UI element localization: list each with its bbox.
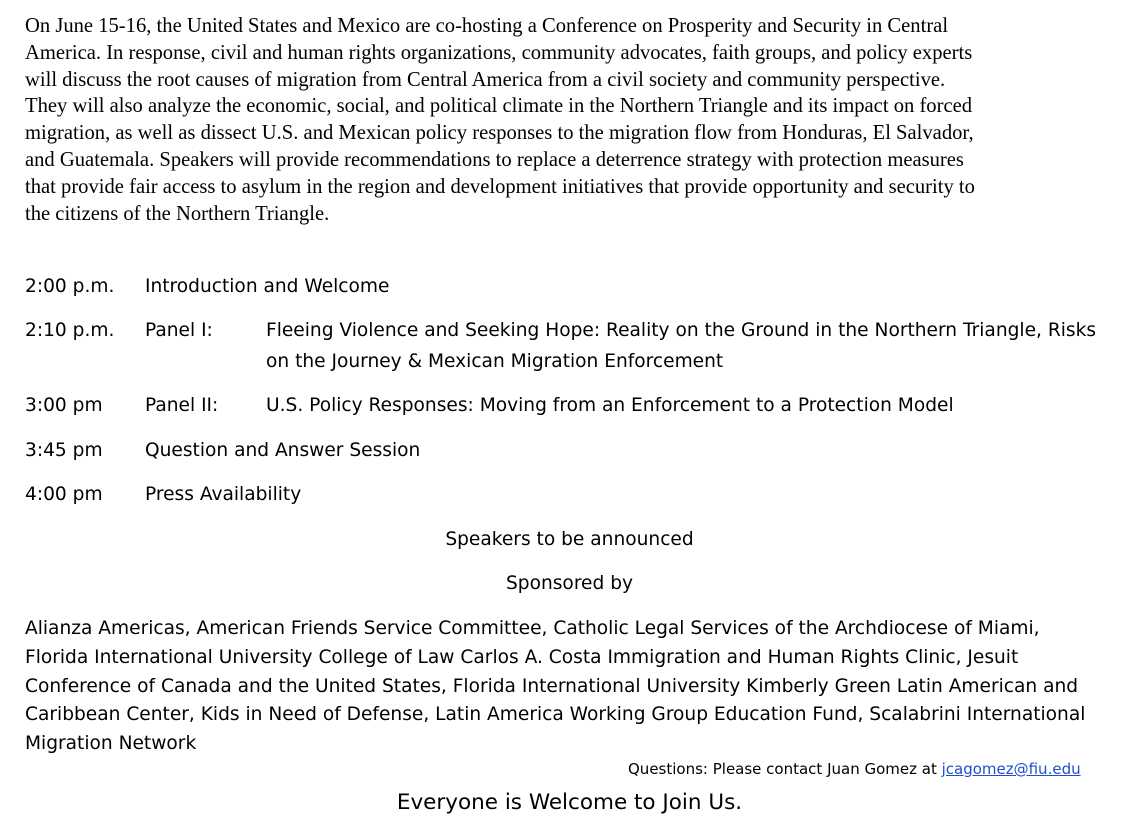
intro-line: and Guatemala. Speakers will provide recommendations to replace a deterrence strategy with protection measures <box>25 148 964 171</box>
contact-email-link[interactable]: jcagomez@fiu.edu <box>941 760 1081 778</box>
intro-line: the citizens of the Northern Triangle. <box>25 202 330 225</box>
sponsors-line: Migration Network <box>25 733 197 755</box>
speakers-note: Speakers to be announced <box>445 529 694 550</box>
intro-line: will discuss the root causes of migration from Central America from a civil society and community perspective. <box>25 68 946 91</box>
agenda-title: Fleeing Violence and Seeking Hope: Reality on the Ground in the Northern Triangle, Risks <box>266 320 1097 341</box>
agenda-time: 2:00 p.m. <box>25 276 115 297</box>
agenda-time: 2:10 p.m. <box>25 320 115 341</box>
agenda-time: 3:00 pm <box>25 395 103 416</box>
sponsors-line: Conference of Canada and the United States, Florida International University Kimberly Green Latin American and <box>25 675 1079 697</box>
agenda-time: 3:45 pm <box>25 440 103 461</box>
intro-paragraph <box>25 13 1120 227</box>
agenda-title-continued: on the Journey & Mexican Migration Enforcement <box>266 351 724 372</box>
agenda-title: Question and Answer Session <box>145 440 421 461</box>
contact-prefix: Questions: Please contact Juan Gomez at <box>628 760 942 778</box>
intro-line: They will also analyze the economic, social, and political climate in the Northern Triangle and its impact on forced <box>25 95 973 118</box>
sponsors-line: Alianza Americas, American Friends Service Committee, Catholic Legal Services of the Archdiocese of Miami, <box>25 618 1040 639</box>
sponsors-line: Florida International University College of Law Carlos A. Costa Immigration and Human Rights Clinic, Jesuit <box>25 646 1019 668</box>
closing-welcome: Everyone is Welcome to Join Us. <box>396 790 743 815</box>
sponsored-by-heading: Sponsored by <box>505 573 634 594</box>
agenda-title: U.S. Policy Responses: Moving from an Enforcement to a Protection Model <box>266 395 954 416</box>
intro-line: migration, as well as dissect U.S. and Mexican policy responses to the migration flow from Honduras, El Salvador, <box>25 122 974 145</box>
intro-line: that provide fair access to asylum in the region and development initiatives that provide opportunity and security to <box>25 175 975 198</box>
agenda-title: Introduction and Welcome <box>145 276 390 297</box>
sponsors-list <box>25 615 1125 759</box>
sponsors-line: Caribbean Center, Kids in Need of Defense, Latin America Working Group Education Fund, Scalabrini International <box>25 704 1086 726</box>
agenda-panel-label: Panel I: <box>145 320 213 341</box>
agenda-time: 4:00 pm <box>25 484 103 505</box>
intro-line: On June 15-16, the United States and Mexico are co-hosting a Conference on Prosperity and Security in Central <box>25 15 949 37</box>
agenda-panel-label: Panel II: <box>145 395 219 416</box>
contact-line <box>628 758 1081 780</box>
agenda-title: Press Availability <box>145 484 302 505</box>
intro-line: America. In response, civil and human rights organizations, community advocates, faith groups, and policy experts <box>25 41 973 64</box>
